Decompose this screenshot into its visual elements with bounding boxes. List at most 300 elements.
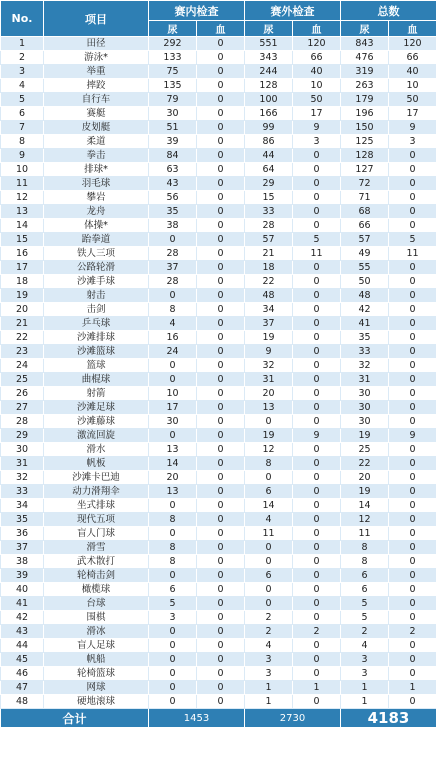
total-blood: 0 <box>389 485 436 499</box>
out-urine: 8 <box>245 457 293 471</box>
out-urine: 9 <box>245 345 293 359</box>
table-row <box>1 429 436 443</box>
in-urine: 6 <box>149 583 197 597</box>
table-row <box>1 303 436 317</box>
total-urine: 25 <box>341 443 389 457</box>
sport-name: 橄榄球 <box>44 583 149 597</box>
total-urine: 128 <box>341 149 389 163</box>
in-blood: 0 <box>197 471 245 485</box>
header-item: 项目 <box>44 1 149 37</box>
out-blood: 0 <box>293 569 341 583</box>
out-blood: 40 <box>293 65 341 79</box>
in-urine: 3 <box>149 611 197 625</box>
table-row <box>1 639 436 653</box>
total-blood: 9 <box>389 429 436 443</box>
total-urine: 196 <box>341 107 389 121</box>
out-blood: 0 <box>293 611 341 625</box>
out-blood: 0 <box>293 401 341 415</box>
out-blood: 9 <box>293 121 341 135</box>
in-blood: 0 <box>197 485 245 499</box>
out-urine: 1 <box>245 695 293 709</box>
out-urine: 11 <box>245 527 293 541</box>
out-blood: 0 <box>293 583 341 597</box>
sport-name: 篮球 <box>44 359 149 373</box>
out-blood: 9 <box>293 429 341 443</box>
in-blood: 0 <box>197 359 245 373</box>
table-row <box>1 247 436 261</box>
total-urine: 150 <box>341 121 389 135</box>
row-no: 38 <box>1 555 44 569</box>
total-urine: 71 <box>341 191 389 205</box>
total-blood: 0 <box>389 513 436 527</box>
in-urine: 0 <box>149 667 197 681</box>
sport-name: 硬地滚球 <box>44 695 149 709</box>
in-urine: 0 <box>149 639 197 653</box>
out-blood: 0 <box>293 289 341 303</box>
total-blood: 0 <box>389 527 436 541</box>
in-blood: 0 <box>197 387 245 401</box>
out-blood: 0 <box>293 555 341 569</box>
table-row <box>1 79 436 93</box>
sport-name: 轮椅击剑 <box>44 569 149 583</box>
table-row <box>1 233 436 247</box>
table-row <box>1 51 436 65</box>
in-urine: 8 <box>149 555 197 569</box>
in-blood: 0 <box>197 429 245 443</box>
out-urine: 166 <box>245 107 293 121</box>
table-row <box>1 611 436 625</box>
in-blood: 0 <box>197 499 245 513</box>
in-urine: 8 <box>149 303 197 317</box>
sport-name: 铁人三项 <box>44 247 149 261</box>
table-row <box>1 653 436 667</box>
total-blood: 0 <box>389 639 436 653</box>
row-no: 32 <box>1 471 44 485</box>
total-urine: 19 <box>341 485 389 499</box>
out-blood: 0 <box>293 219 341 233</box>
table-row <box>1 163 436 177</box>
sport-name: 攀岩 <box>44 191 149 205</box>
table-row <box>1 275 436 289</box>
in-urine: 0 <box>149 681 197 695</box>
total-blood: 0 <box>389 667 436 681</box>
table-row <box>1 177 436 191</box>
out-blood: 0 <box>293 177 341 191</box>
in-urine: 8 <box>149 513 197 527</box>
total-urine: 30 <box>341 387 389 401</box>
total-urine: 22 <box>341 457 389 471</box>
total-urine: 66 <box>341 219 389 233</box>
row-no: 41 <box>1 597 44 611</box>
total-urine: 20 <box>341 471 389 485</box>
in-blood: 0 <box>197 331 245 345</box>
row-no: 35 <box>1 513 44 527</box>
in-urine: 0 <box>149 359 197 373</box>
total-urine: 42 <box>341 303 389 317</box>
sport-name: 现代五项 <box>44 513 149 527</box>
row-no: 39 <box>1 569 44 583</box>
out-blood: 0 <box>293 163 341 177</box>
out-urine: 19 <box>245 429 293 443</box>
sport-name: 龙舟 <box>44 205 149 219</box>
in-blood: 0 <box>197 611 245 625</box>
in-urine: 63 <box>149 163 197 177</box>
sport-name: 游泳* <box>44 51 149 65</box>
total-blood: 50 <box>389 93 436 107</box>
total-blood: 0 <box>389 219 436 233</box>
total-blood: 0 <box>389 317 436 331</box>
sport-name: 羽毛球 <box>44 177 149 191</box>
table-row <box>1 205 436 219</box>
grand-total: 4183 <box>341 709 436 728</box>
total-blood: 10 <box>389 79 436 93</box>
total-urine: 2 <box>341 625 389 639</box>
table-row <box>1 191 436 205</box>
table-row <box>1 401 436 415</box>
table-row <box>1 541 436 555</box>
out-urine: 3 <box>245 667 293 681</box>
total-blood: 0 <box>389 359 436 373</box>
out-urine: 0 <box>245 583 293 597</box>
total-urine: 179 <box>341 93 389 107</box>
header-total-urine: 尿 <box>341 21 389 37</box>
table-row <box>1 415 436 429</box>
header-out-blood: 血 <box>293 21 341 37</box>
in-urine: 0 <box>149 527 197 541</box>
row-no: 25 <box>1 373 44 387</box>
in-urine: 35 <box>149 205 197 219</box>
total-blood: 0 <box>389 177 436 191</box>
sport-name: 滑雪 <box>44 541 149 555</box>
sport-name: 滑水 <box>44 443 149 457</box>
out-urine: 99 <box>245 121 293 135</box>
row-no: 8 <box>1 135 44 149</box>
row-no: 30 <box>1 443 44 457</box>
row-no: 28 <box>1 415 44 429</box>
in-blood: 0 <box>197 639 245 653</box>
row-no: 48 <box>1 695 44 709</box>
total-urine: 476 <box>341 51 389 65</box>
table-row <box>1 499 436 513</box>
out-blood: 0 <box>293 667 341 681</box>
total-blood: 0 <box>389 695 436 709</box>
out-urine: 22 <box>245 275 293 289</box>
total-blood: 0 <box>389 457 436 471</box>
in-urine: 38 <box>149 219 197 233</box>
total-urine: 32 <box>341 359 389 373</box>
total-blood: 66 <box>389 51 436 65</box>
out-blood: 0 <box>293 527 341 541</box>
total-blood: 1 <box>389 681 436 695</box>
sport-name: 沙滩足球 <box>44 401 149 415</box>
table-row <box>1 121 436 135</box>
sport-name: 跆拳道 <box>44 233 149 247</box>
row-no: 6 <box>1 107 44 121</box>
in-blood: 0 <box>197 163 245 177</box>
in-urine: 5 <box>149 597 197 611</box>
sport-name: 举重 <box>44 65 149 79</box>
out-blood: 17 <box>293 107 341 121</box>
total-urine: 57 <box>341 233 389 247</box>
sport-name: 拳击 <box>44 149 149 163</box>
total-label: 合计 <box>1 709 149 728</box>
table-row <box>1 219 436 233</box>
out-blood: 0 <box>293 387 341 401</box>
out-urine: 4 <box>245 513 293 527</box>
in-urine: 30 <box>149 415 197 429</box>
sport-name: 沙滩藤球 <box>44 415 149 429</box>
total-urine: 8 <box>341 555 389 569</box>
out-urine: 6 <box>245 569 293 583</box>
total-urine: 49 <box>341 247 389 261</box>
in-urine: 84 <box>149 149 197 163</box>
out-blood: 11 <box>293 247 341 261</box>
total-blood: 5 <box>389 233 436 247</box>
out-blood: 0 <box>293 457 341 471</box>
out-blood: 0 <box>293 303 341 317</box>
row-no: 34 <box>1 499 44 513</box>
in-blood: 0 <box>197 569 245 583</box>
row-no: 22 <box>1 331 44 345</box>
row-no: 24 <box>1 359 44 373</box>
in-urine: 20 <box>149 471 197 485</box>
total-blood: 9 <box>389 121 436 135</box>
total-urine: 3 <box>341 667 389 681</box>
out-urine: 37 <box>245 317 293 331</box>
table-row <box>1 387 436 401</box>
in-urine: 0 <box>149 653 197 667</box>
row-no: 3 <box>1 65 44 79</box>
out-blood: 0 <box>293 373 341 387</box>
out-blood: 0 <box>293 541 341 555</box>
sport-name: 动力滑翔伞 <box>44 485 149 499</box>
sport-name: 柔道 <box>44 135 149 149</box>
out-urine: 128 <box>245 79 293 93</box>
out-urine: 2 <box>245 625 293 639</box>
total-blood: 0 <box>389 149 436 163</box>
sport-name: 皮划艇 <box>44 121 149 135</box>
total-blood: 0 <box>389 345 436 359</box>
sport-name: 台球 <box>44 597 149 611</box>
total-urine: 68 <box>341 205 389 219</box>
total-blood: 2 <box>389 625 436 639</box>
row-no: 36 <box>1 527 44 541</box>
in-blood: 0 <box>197 233 245 247</box>
total-urine: 41 <box>341 317 389 331</box>
total-urine: 6 <box>341 583 389 597</box>
out-urine: 0 <box>245 555 293 569</box>
in-urine: 0 <box>149 499 197 513</box>
sport-name: 排球* <box>44 163 149 177</box>
total-urine: 12 <box>341 513 389 527</box>
in-urine: 17 <box>149 401 197 415</box>
in-urine: 79 <box>149 93 197 107</box>
total-blood: 0 <box>389 205 436 219</box>
total-urine: 4 <box>341 639 389 653</box>
total-urine: 843 <box>341 37 389 51</box>
out-urine: 44 <box>245 149 293 163</box>
in-blood: 0 <box>197 513 245 527</box>
sport-name: 沙滩手球 <box>44 275 149 289</box>
row-no: 40 <box>1 583 44 597</box>
in-blood: 0 <box>197 247 245 261</box>
out-blood: 0 <box>293 513 341 527</box>
total-urine: 5 <box>341 597 389 611</box>
in-urine: 0 <box>149 289 197 303</box>
header-total: 总数 <box>341 1 436 21</box>
out-urine: 48 <box>245 289 293 303</box>
in-urine: 0 <box>149 429 197 443</box>
table-row <box>1 681 436 695</box>
total-out-competition: 2730 <box>245 709 341 728</box>
total-urine: 8 <box>341 541 389 555</box>
total-blood: 0 <box>389 443 436 457</box>
sport-name: 沙滩排球 <box>44 331 149 345</box>
row-no: 44 <box>1 639 44 653</box>
out-urine: 64 <box>245 163 293 177</box>
total-blood: 17 <box>389 107 436 121</box>
in-urine: 28 <box>149 275 197 289</box>
table-row <box>1 331 436 345</box>
table-row <box>1 289 436 303</box>
sport-name: 乒乓球 <box>44 317 149 331</box>
in-blood: 0 <box>197 457 245 471</box>
total-blood: 0 <box>389 597 436 611</box>
table-row <box>1 443 436 457</box>
table-body <box>1 37 436 709</box>
total-blood: 0 <box>389 387 436 401</box>
out-urine: 13 <box>245 401 293 415</box>
table-row <box>1 597 436 611</box>
in-blood: 0 <box>197 415 245 429</box>
out-urine: 28 <box>245 219 293 233</box>
out-urine: 31 <box>245 373 293 387</box>
in-blood: 0 <box>197 625 245 639</box>
row-no: 16 <box>1 247 44 261</box>
out-blood: 0 <box>293 415 341 429</box>
total-urine: 6 <box>341 569 389 583</box>
out-blood: 0 <box>293 499 341 513</box>
total-urine: 35 <box>341 331 389 345</box>
table-row <box>1 65 436 79</box>
table-row <box>1 485 436 499</box>
sport-name: 曲棍球 <box>44 373 149 387</box>
table-row <box>1 359 436 373</box>
in-blood: 0 <box>197 583 245 597</box>
sport-name: 激流回旋 <box>44 429 149 443</box>
row-no: 1 <box>1 37 44 51</box>
out-urine: 2 <box>245 611 293 625</box>
out-urine: 20 <box>245 387 293 401</box>
header-in-urine: 尿 <box>149 21 197 37</box>
sport-name: 击剑 <box>44 303 149 317</box>
in-blood: 0 <box>197 541 245 555</box>
in-blood: 0 <box>197 681 245 695</box>
out-urine: 18 <box>245 261 293 275</box>
sport-name: 赛艇 <box>44 107 149 121</box>
in-blood: 0 <box>197 443 245 457</box>
in-blood: 0 <box>197 695 245 709</box>
out-urine: 29 <box>245 177 293 191</box>
in-blood: 0 <box>197 51 245 65</box>
in-blood: 0 <box>197 667 245 681</box>
in-urine: 24 <box>149 345 197 359</box>
out-blood: 2 <box>293 625 341 639</box>
in-urine: 292 <box>149 37 197 51</box>
in-blood: 0 <box>197 219 245 233</box>
row-no: 7 <box>1 121 44 135</box>
out-urine: 32 <box>245 359 293 373</box>
total-blood: 0 <box>389 415 436 429</box>
table-row <box>1 37 436 51</box>
in-urine: 4 <box>149 317 197 331</box>
row-no: 37 <box>1 541 44 555</box>
total-urine: 3 <box>341 653 389 667</box>
sport-name: 坐式排球 <box>44 499 149 513</box>
total-urine: 11 <box>341 527 389 541</box>
out-blood: 0 <box>293 345 341 359</box>
in-urine: 39 <box>149 135 197 149</box>
in-blood: 0 <box>197 345 245 359</box>
row-no: 45 <box>1 653 44 667</box>
sport-name: 盲人门球 <box>44 527 149 541</box>
out-blood: 0 <box>293 485 341 499</box>
row-no: 29 <box>1 429 44 443</box>
sport-name: 武术散打 <box>44 555 149 569</box>
total-blood: 0 <box>389 471 436 485</box>
total-urine: 50 <box>341 275 389 289</box>
out-urine: 0 <box>245 541 293 555</box>
total-urine: 263 <box>341 79 389 93</box>
in-blood: 0 <box>197 303 245 317</box>
row-no: 43 <box>1 625 44 639</box>
total-blood: 0 <box>389 541 436 555</box>
sport-name: 沙滩篮球 <box>44 345 149 359</box>
out-blood: 0 <box>293 443 341 457</box>
out-urine: 15 <box>245 191 293 205</box>
row-no: 42 <box>1 611 44 625</box>
table-row <box>1 471 436 485</box>
out-blood: 0 <box>293 191 341 205</box>
table-row <box>1 107 436 121</box>
in-blood: 0 <box>197 93 245 107</box>
row-no: 19 <box>1 289 44 303</box>
total-blood: 0 <box>389 373 436 387</box>
out-blood: 0 <box>293 359 341 373</box>
table-row <box>1 555 436 569</box>
table-row <box>1 345 436 359</box>
sport-name: 围棋 <box>44 611 149 625</box>
out-blood: 120 <box>293 37 341 51</box>
row-no: 14 <box>1 219 44 233</box>
total-blood: 0 <box>389 611 436 625</box>
in-urine: 43 <box>149 177 197 191</box>
row-no: 31 <box>1 457 44 471</box>
out-urine: 14 <box>245 499 293 513</box>
in-urine: 8 <box>149 541 197 555</box>
total-blood: 0 <box>389 163 436 177</box>
row-no: 10 <box>1 163 44 177</box>
total-blood: 120 <box>389 37 436 51</box>
out-blood: 10 <box>293 79 341 93</box>
table-row <box>1 695 436 709</box>
header-in-blood: 血 <box>197 21 245 37</box>
in-urine: 13 <box>149 485 197 499</box>
row-no: 5 <box>1 93 44 107</box>
total-blood: 0 <box>389 331 436 345</box>
in-urine: 0 <box>149 373 197 387</box>
total-blood: 0 <box>389 583 436 597</box>
